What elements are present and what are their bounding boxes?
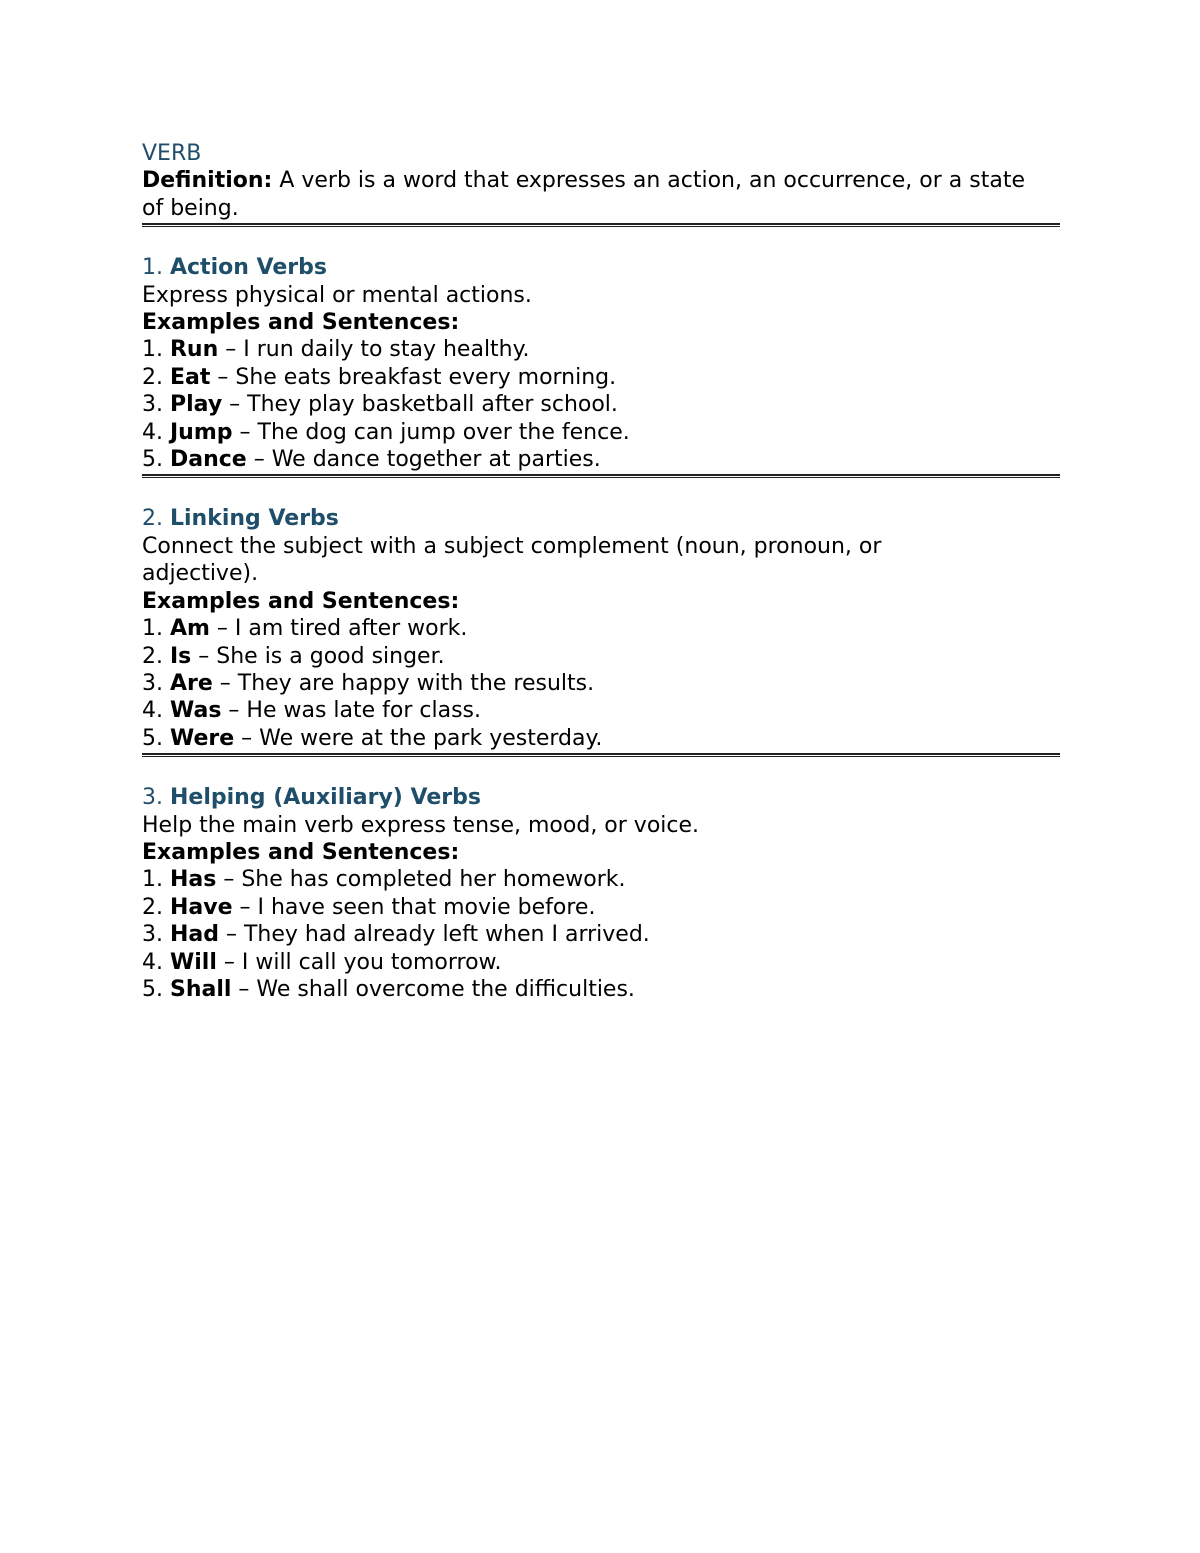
example-word: Play: [169, 392, 223, 418]
example-word: Eat: [169, 364, 211, 390]
example-word: Jump: [169, 419, 233, 445]
example-word: Are: [169, 670, 213, 696]
section-action-verbs: [142, 254, 1060, 473]
section-title: Helping (Auxiliary) Verbs: [169, 785, 481, 811]
section-helping-verbs: [142, 784, 1060, 1003]
example-item: 1. Has – She has completed her homework.: [142, 867, 626, 893]
section-heading: [142, 254, 1060, 281]
example-word: Was: [169, 698, 222, 724]
example-sentence: – I am tired after work.: [209, 616, 468, 642]
section-number: 1.: [142, 255, 170, 281]
example-sentence: – We shall overcome the difficulties.: [231, 976, 635, 1002]
example-sentence: – The dog can jump over the fence.: [232, 419, 630, 445]
examples-label: Examples and Sentences:: [142, 839, 460, 865]
example-item: 4. Will – I will call you tomorrow.: [142, 949, 502, 975]
example-sentence: – They are happy with the results.: [212, 670, 595, 696]
document-page: [142, 140, 1060, 1003]
example-item: 1. Run – I run daily to stay healthy.: [142, 337, 530, 363]
example-word: Were: [169, 725, 235, 751]
example-word: Had: [169, 922, 219, 948]
section-number: 2.: [142, 506, 170, 532]
example-sentence: – She has completed her homework.: [216, 867, 626, 893]
example-sentence: – They play basketball after school.: [222, 392, 618, 418]
section-description: Express physical or mental actions.: [142, 282, 532, 308]
example-sentence: – She eats breakfast every morning.: [210, 364, 617, 390]
section-title: Linking Verbs: [169, 506, 339, 532]
section-description: Connect the subject with a subject complement (noun, pronoun, or adjective).: [142, 533, 882, 587]
example-word: Am: [169, 616, 210, 642]
definition-text: A verb is a word that expresses an action, an occurrence, or a state of being.: [142, 168, 1026, 221]
section-description: Help the main verb express tense, mood, or voice.: [142, 812, 700, 838]
example-item: 2. Eat – She eats breakfast every morning.: [142, 364, 617, 390]
example-sentence: – I will call you tomorrow.: [216, 949, 502, 975]
definition-paragraph: [142, 167, 1032, 222]
example-item: 4. Was – He was late for class.: [142, 698, 482, 724]
section-number: 3.: [142, 785, 170, 811]
example-sentence: – We were at the park yesterday.: [234, 725, 603, 751]
example-sentence: – We dance together at parties.: [246, 447, 601, 473]
example-item: 3. Had – They had already left when I arrived.: [142, 922, 650, 948]
section-heading: [142, 505, 1060, 532]
example-word: Have: [169, 894, 233, 920]
document-title: VERB: [142, 141, 202, 166]
example-item: 5. Dance – We dance together at parties.: [142, 447, 601, 473]
example-item: 5. Were – We were at the park yesterday.: [142, 725, 603, 751]
example-sentence: – They had already left when I arrived.: [219, 922, 650, 948]
example-word: Shall: [169, 976, 232, 1002]
example-item: 2. Is – She is a good singer.: [142, 643, 445, 669]
example-item: 2. Have – I have seen that movie before.: [142, 894, 596, 920]
section-heading: [142, 784, 1060, 811]
example-word: Will: [169, 949, 217, 975]
definition-label: Definition:: [142, 168, 273, 194]
example-word: Has: [169, 867, 217, 893]
examples-label: Examples and Sentences:: [142, 310, 460, 336]
example-item: 5. Shall – We shall overcome the difficulties.: [142, 976, 635, 1002]
example-sentence: – I have seen that movie before.: [232, 894, 596, 920]
examples-label: Examples and Sentences:: [142, 588, 460, 614]
example-sentence: – I run daily to stay healthy.: [218, 337, 530, 363]
example-word: Dance: [169, 447, 247, 473]
section-linking-verbs: [142, 505, 1060, 752]
example-item: 4. Jump – The dog can jump over the fence.: [142, 419, 630, 445]
example-item: 3. Play – They play basketball after school.: [142, 392, 618, 418]
example-word: Is: [169, 643, 192, 669]
example-sentence: – He was late for class.: [221, 698, 482, 724]
example-sentence: – She is a good singer.: [191, 643, 445, 669]
section-title: Action Verbs: [169, 255, 327, 281]
example-item: 3. Are – They are happy with the results.: [142, 670, 595, 696]
example-item: 1. Am – I am tired after work.: [142, 616, 468, 642]
example-word: Run: [169, 337, 219, 363]
